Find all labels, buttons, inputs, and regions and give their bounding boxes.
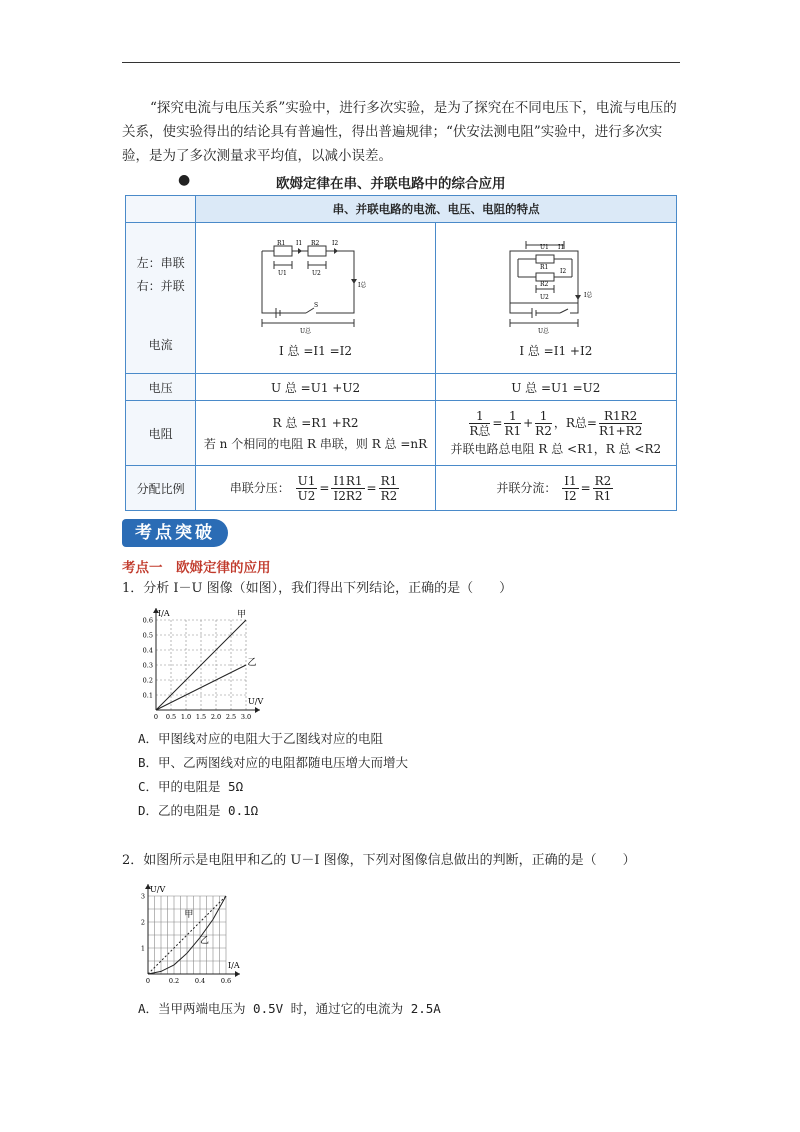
series-ratio-cell: 串联分压： $\frac{U1}{U2}$ = $\frac{I1R1}{I2R2}$ = $\frac{R1}{R2}$ bbox=[196, 466, 435, 511]
y-tick-label: 0.4 bbox=[142, 646, 153, 655]
parallel-ratio-cell: 并联分流： $\frac{I1}{I2}$ = $\frac{R2}{R1}$ bbox=[435, 466, 676, 511]
parallel-circuit-cell bbox=[435, 223, 676, 374]
x-tick-label: 2.0 bbox=[210, 713, 222, 721]
x-axis-arrow bbox=[255, 707, 260, 713]
series-current-formula: I 总 =I1 =I2 bbox=[279, 344, 353, 358]
q1-option-b: B．甲、乙两图线对应的电阻都随电压增大而增大 bbox=[138, 755, 409, 770]
y-axis-label: I/A bbox=[158, 609, 170, 618]
q1-option-d: D．乙的电阻是 0.1Ω bbox=[138, 803, 259, 818]
x-tick-label: 0.5 bbox=[165, 713, 177, 721]
parallel-i1-label: I1 bbox=[557, 244, 565, 251]
q1-option-a: A．甲图线对应的电阻大于乙图线对应的电阻 bbox=[138, 731, 384, 746]
series-label: 左：串联 bbox=[136, 255, 185, 270]
q1-iu-chart bbox=[130, 604, 270, 722]
y-tick-label: 0.5 bbox=[142, 631, 153, 640]
parallel-resistance-note: 并联电路总电阻 R 总 <R1，R 总 <R2 bbox=[450, 442, 662, 456]
series-resistance-formula: R 总 =R1 +R2 bbox=[272, 416, 359, 430]
x-tick-label: 1.5 bbox=[195, 713, 207, 721]
parallel-current-formula: I 总 =I1 +I2 bbox=[519, 344, 593, 358]
q1-option-c: C．甲的电阻是 5Ω bbox=[138, 779, 244, 794]
series-label: 乙 bbox=[247, 658, 257, 668]
y-tick-label: 1 bbox=[140, 944, 145, 953]
intro-paragraph: “探究电流与电压关系”实验中，进行多次实验，是为了探究在不同电压下，电流与电压的关系，使实验得出的结论具有普遍性，得出普遍规律；“伏安法测电阻”实验中，进行多次实验，是为了多次测量求平均值，以减小误差。 bbox=[122, 100, 677, 164]
x-tick-label: 0 bbox=[153, 713, 159, 721]
x-axis-label: I/A bbox=[228, 961, 240, 970]
parallel-resistance-cell bbox=[435, 401, 676, 466]
series-r2-label: R2 bbox=[310, 240, 319, 247]
parallel-u1-label: U1 bbox=[539, 244, 549, 251]
series-itotal-label: I总 bbox=[357, 282, 366, 289]
parallel-itotal-label: I总 bbox=[583, 292, 593, 299]
x-tick-label: 1.0 bbox=[180, 713, 192, 721]
topic-heading: 考点一 欧姆定律的应用 bbox=[122, 560, 271, 576]
parallel-resistance-formula: $\frac{1}{\text{R总}}$ = $\frac{1}{R1}$ + $\frac{1}{R2}$ ，R总= $\frac{R1R2}{R1+R2}$ bbox=[469, 409, 643, 438]
y-axis-label: U/V bbox=[150, 885, 166, 894]
series-resistance-note: 若 n 个相同的电阻 R 串联，则 R 总 =nR bbox=[203, 437, 428, 451]
section-title: 欧姆定律在串、并联电路中的综合应用 bbox=[276, 176, 506, 192]
parallel-circuit-diagram bbox=[496, 237, 616, 337]
q2-ui-chart bbox=[130, 876, 260, 994]
q2-option-a: A．当甲两端电压为 0.5V 时，通过它的电流为 2.5A bbox=[138, 1001, 441, 1016]
parallel-voltage-formula: U 总 =U1 =U2 bbox=[435, 374, 676, 401]
series-i1-label: I1 bbox=[295, 240, 302, 247]
x-tick-label: 0 bbox=[145, 977, 151, 985]
series-voltage-formula: U 总 =U1 +U2 bbox=[196, 374, 435, 401]
table-corner bbox=[126, 196, 196, 223]
series-label: 甲 bbox=[237, 610, 247, 620]
series-ratio-label: 串联分压： bbox=[229, 480, 290, 495]
series-label: 甲 bbox=[184, 909, 194, 920]
current-label: 电流 bbox=[148, 337, 173, 352]
section-bullet: ● bbox=[178, 172, 191, 188]
x-tick-label: 0.2 bbox=[168, 977, 180, 985]
resistance-label: 电阻 bbox=[126, 401, 196, 466]
parallel-r1-label: R1 bbox=[539, 264, 549, 271]
series-circuit-cell bbox=[196, 223, 435, 374]
series-r1-label: R1 bbox=[276, 240, 285, 247]
parallel-ratio-label: 并联分流： bbox=[496, 480, 557, 495]
series-label: 乙 bbox=[200, 935, 210, 946]
q2-stem: 2．如图所示是电阻甲和乙的 U－I 图像，下列对图像信息做出的判断，正确的是（ ） bbox=[122, 853, 636, 868]
y-tick-label: 0.3 bbox=[142, 661, 153, 670]
x-tick-label: 0.4 bbox=[194, 977, 206, 985]
series-circuit-diagram bbox=[256, 237, 376, 337]
x-axis-label: U/V bbox=[248, 697, 264, 706]
series-u2-label: U2 bbox=[311, 270, 321, 277]
y-tick-label: 3 bbox=[140, 892, 145, 901]
y-tick-label: 0.1 bbox=[142, 691, 153, 700]
x-tick-label: 0.6 bbox=[220, 977, 232, 985]
series-u1-label: U1 bbox=[277, 270, 287, 277]
series-i2-label: I2 bbox=[331, 240, 338, 247]
series-line bbox=[156, 665, 246, 710]
top-rule bbox=[122, 62, 680, 63]
ratio-label: 分配比例 bbox=[126, 466, 196, 511]
y-tick-label: 2 bbox=[140, 918, 145, 927]
y-tick-label: 0.6 bbox=[142, 616, 153, 625]
characteristics-table bbox=[125, 195, 677, 511]
section-banner: 考点突破 bbox=[122, 519, 228, 547]
voltage-label: 电压 bbox=[126, 374, 196, 401]
x-axis-arrow bbox=[235, 971, 240, 977]
circuit-label-cell bbox=[126, 223, 196, 374]
parallel-u2-label: U2 bbox=[539, 294, 549, 301]
parallel-label: 右：并联 bbox=[136, 278, 185, 293]
parallel-r2-label: R2 bbox=[539, 281, 549, 288]
parallel-utotal-label: U总 bbox=[537, 328, 549, 335]
y-tick-label: 0.2 bbox=[142, 676, 153, 685]
series-switch-label: S bbox=[313, 302, 318, 309]
parallel-i2-label: I2 bbox=[559, 268, 567, 275]
q1-stem: 1．分析 I－U 图像（如图），我们得出下列结论，正确的是（ ） bbox=[122, 581, 513, 596]
x-tick-label: 3.0 bbox=[240, 713, 252, 721]
x-tick-label: 2.5 bbox=[225, 713, 237, 721]
series-resistance-cell bbox=[196, 401, 435, 466]
table-header: 串、并联电路的电流、电压、电阻的特点 bbox=[196, 196, 677, 223]
series-utotal-label: U总 bbox=[299, 328, 311, 335]
